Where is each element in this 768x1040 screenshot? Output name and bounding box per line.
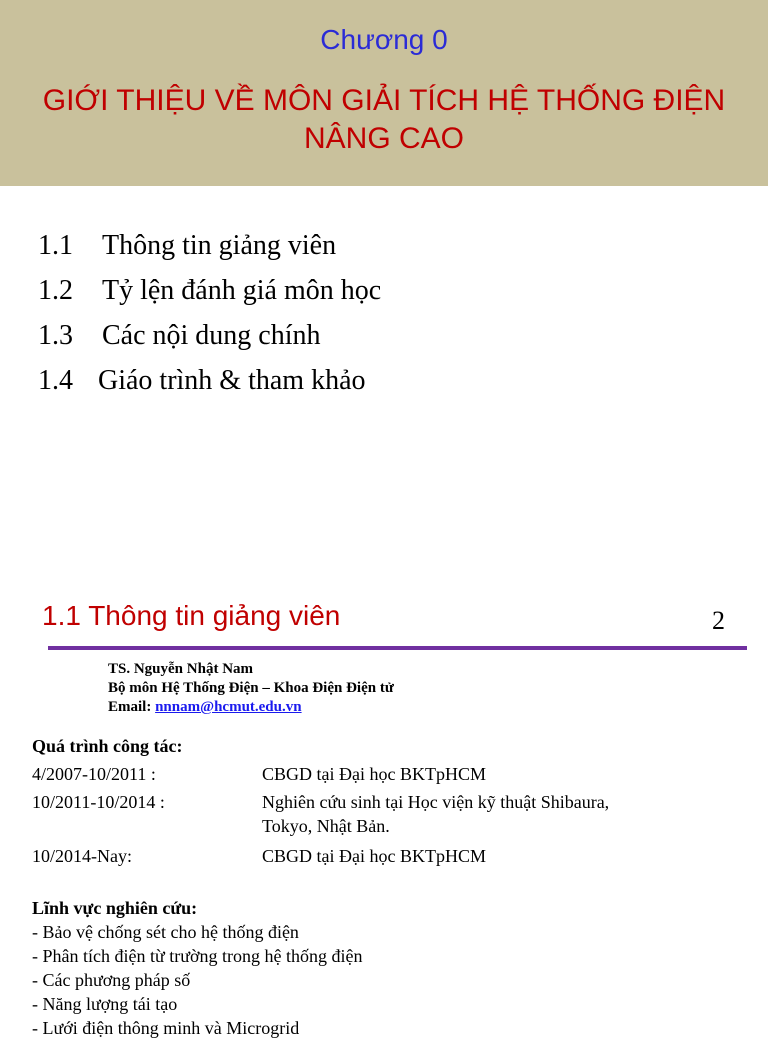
work-row	[32, 762, 662, 786]
research-item: - Năng lượng tái tạo	[32, 994, 178, 1014]
work-description: Nghiên cứu sinh tại Học viện kỹ thuật Shibaura, Tokyo, Nhật Bản.	[262, 792, 610, 836]
slide-title-line-2: NÂNG CAO	[303, 122, 465, 155]
work-description: CBGD tại Đại học BKTpHCM	[262, 846, 486, 866]
table-of-contents	[38, 226, 381, 406]
research-item: - Các phương pháp số	[32, 970, 191, 990]
chapter-label: Chương 0	[320, 24, 448, 55]
section-title: 1.1 Thông tin giảng viên	[42, 600, 341, 631]
toc-number: 1.2	[38, 275, 73, 306]
toc-label: Giáo trình & tham khảo	[98, 365, 366, 396]
slide-number: 2	[712, 606, 725, 635]
toc-number: 1.4	[38, 365, 73, 396]
research-item: - Bảo vệ chống sét cho hệ thống điện	[32, 922, 299, 942]
lecturer-info	[108, 660, 394, 717]
email-link[interactable]: nnnam@hcmut.edu.vn	[155, 699, 302, 715]
toc-number: 1.3	[38, 320, 73, 351]
slide-title-line-1: GIỚI THIỆU VỀ MÔN GIẢI TÍCH HỆ THỐNG ĐIỆN	[42, 84, 726, 117]
work-row	[32, 844, 662, 868]
title-divider	[48, 646, 747, 650]
work-period: 10/2011-10/2014 :	[32, 792, 165, 812]
slide-2	[0, 580, 768, 1038]
work-history-heading: Quá trình công tác:	[32, 736, 183, 756]
title-banner	[0, 0, 768, 186]
work-period: 10/2014-Nay:	[32, 846, 132, 866]
toc-label: Các nội dung chính	[102, 320, 321, 351]
toc-item	[38, 226, 381, 271]
research-item: - Phân tích điện từ trường trong hệ thống điện	[32, 946, 363, 966]
research-heading: Lĩnh vực nghiên cứu:	[32, 898, 198, 918]
toc-label: Tỷ lện đánh giá môn học	[102, 275, 382, 306]
toc-number: 1.1	[38, 230, 73, 261]
toc-label: Thông tin giảng viên	[102, 230, 337, 261]
email-label: Email:	[108, 699, 152, 715]
toc-item	[38, 361, 381, 406]
work-description: CBGD tại Đại học BKTpHCM	[262, 764, 486, 784]
lecturer-email-row	[108, 698, 394, 717]
lecturer-name: TS. Nguyễn Nhật Nam	[108, 661, 254, 677]
research-section	[32, 896, 362, 1040]
slide-title	[10, 82, 758, 158]
toc-item	[38, 316, 381, 361]
work-row	[32, 790, 662, 838]
lecturer-department: Bộ môn Hệ Thống Điện – Khoa Điện Điện tử	[108, 680, 394, 696]
work-period: 4/2007-10/2011 :	[32, 764, 156, 784]
toc-item	[38, 271, 381, 316]
research-item: - Lưới điện thông minh và Microgrid	[32, 1018, 300, 1038]
